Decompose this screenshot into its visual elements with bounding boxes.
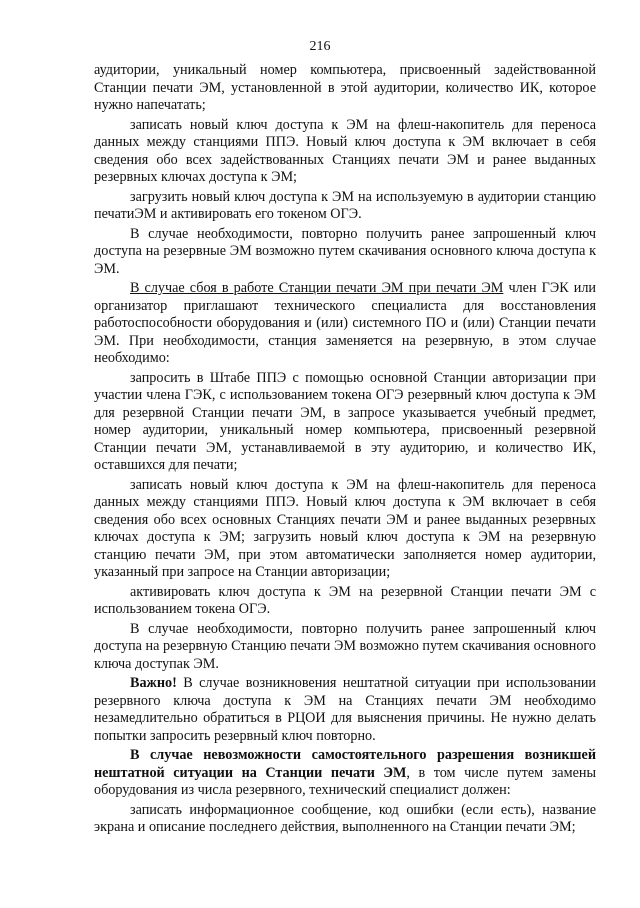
paragraph-11	[94, 747, 596, 800]
paragraph-3: загрузить новый ключ доступа к ЭМ на используемую в аудитории станцию печатиЭМ и активировать его токеном ОГЭ.	[94, 188, 596, 222]
paragraph-5	[94, 280, 596, 368]
page-number: 216	[309, 39, 331, 54]
paragraph-2: записать новый ключ доступа к ЭМ на флеш-накопитель для переноса данных между станциями ППЭ. Новый ключ доступа к ЭМ включает в себя сведения обо всех задействованных Станциях печати ЭМ и ранее выданных резервных ключах доступа к ЭМ;	[94, 116, 596, 185]
paragraph-10-text: В случае возникновения нештатной ситуации при использовании резервного ключа доступа к ЭМ на Станциях печати ЭМ необходимо незамедлительно обратиться в РЦОИ для выяснения причины. Не нужно делать попытки запросить резервный ключ повторно.	[94, 675, 596, 744]
paragraph-10	[94, 675, 596, 745]
paragraph-7: записать новый ключ доступа к ЭМ на флеш-накопитель для переноса данных между станциями ППЭ. Новый ключ доступа к ЭМ включает в себя сведения обо всех основных Станциях печати ЭМ и ранее выданных резервных ключах доступа к ЭМ; загрузить новый ключ доступа к ЭМ на резервную станцию печати ЭМ, при этом автоматически заполняется номер аудитории, указанный при запросе на Станции авторизации;	[94, 476, 596, 580]
paragraph-9: В случае необходимости, повторно получить ранее запрошенный ключ доступа на резервную Станцию печати ЭМ возможно путем скачивания основного ключа доступак ЭМ.	[94, 620, 596, 672]
paragraph-6: запросить в Штабе ППЭ с помощью основной Станции авторизации при участии члена ГЭК, с использованием токена ОГЭ резервный ключ доступа к ЭМ для резервной Станции печати ЭМ, в запросе указывается учебный предмет, номер аудитории, уникальный номер компьютера, присвоенный резервной Станции печати ЭМ, устанавливаемой в эту аудиторию, и количество ИК, оставшихся для печати;	[94, 369, 596, 473]
paragraph-12: записать информационное сообщение, код ошибки (если есть), название экрана и описание последнего действия, выполненного на Станции печати ЭМ;	[94, 801, 596, 835]
paragraph-4: В случае необходимости, повторно получить ранее запрошенный ключ доступа на резервные ЭМ возможно путем скачивания основного ключа доступа к ЭМ.	[94, 225, 596, 277]
important-label: Важно!	[130, 675, 177, 691]
paragraph-11-text: , в том числе путем замены оборудования из числа резервного, технический специалист должен:	[94, 764, 596, 798]
paragraph-8: активировать ключ доступа к ЭМ на резервной Станции печати ЭМ с использованием токена ОГЭ.	[94, 583, 596, 617]
paragraph-1: аудитории, уникальный номер компьютера, присвоенный задействованной Станции печати ЭМ, установленной в этой аудитории, количество ИК, которое нужно напечатать;	[94, 62, 596, 113]
paragraph-5-text: член ГЭК или организатор приглашают технического специалиста для восстановления работоспособности оборудования и (или) системного ПО и (или) Станции печати ЭМ. При необходимости, станция заменяется на резервную, в этом случае необходимо:	[94, 280, 596, 366]
document-body	[94, 62, 596, 839]
underlined-heading-text: В случае сбоя в работе Станции печати ЭМ при печати ЭМ	[130, 280, 504, 296]
bold-heading-text: В случае невозможности самостоятельного разрешения возникшей нештатной ситуации на Станции печати ЭМ	[94, 747, 596, 781]
